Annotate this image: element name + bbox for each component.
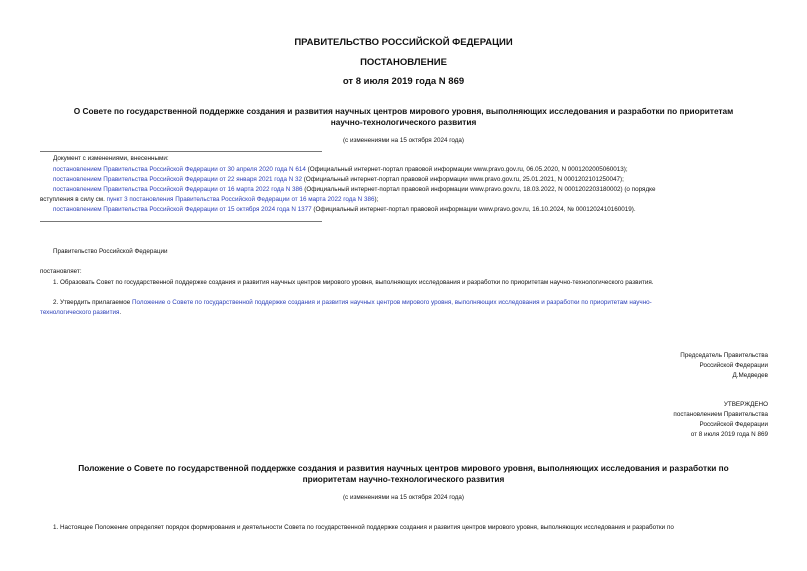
change-item-3-continued: вступления в силу см. пункт 3 постановления Правительства Российской Федерации от 16 марта 2022 года N 386);	[40, 196, 379, 203]
paragraph-2-continued: технологического развития.	[40, 309, 122, 316]
regulation-link-continued[interactable]: технологического развития	[40, 309, 120, 316]
regulation-title-line1: Положение о Совете по государственной поддержке создания и развития научных центров мирового уровня, выполняющих исследования и разработки по	[78, 463, 729, 473]
regulation-paragraph-1: 1. Настоящее Положение определяет порядок формирования и деятельности Совета по государственной поддержке создания и развития центров мирового уровня, выполняющих исследования и разработки по	[53, 524, 674, 531]
signature-name: Д.Медведев	[732, 372, 768, 379]
bottom-divider	[40, 221, 322, 222]
top-divider	[40, 151, 322, 152]
change-link-4[interactable]: постановлением Правительства Российской Федерации от 15 октября 2024 года N 1377	[53, 206, 312, 213]
regulation-link[interactable]: Положение о Совете по государственной поддержке создания и развития научных центров мирового уровня, выполняющих исследования и разработки по приоритетам научно-	[131, 299, 652, 306]
signature-position: Председатель Правительства	[680, 352, 768, 359]
paragraph-1: 1. Образовать Совет по государственной поддержке создания и развития научных центров мирового уровня, выполняющих исследования и разработки по приоритетам научно-технологического развития.	[53, 279, 654, 286]
regulation-title-line2: приоритетам научно-технологического развития	[302, 474, 505, 484]
change-item-1: постановлением Правительства Российской Федерации от 30 апреля 2020 года N 614 (Официальный интернет-портал правовой информации www.pravo.gov.ru, 06.05.2020, N 0001202005060013);	[53, 166, 628, 173]
change-item-3: постановлением Правительства Российской Федерации от 16 марта 2022 года N 386 (Официальный интернет-портал правовой информации www.pravo.gov.ru, 18.03.2022, N 0001202203180002) (о порядке	[53, 186, 656, 193]
decrees-label: постановляет:	[40, 268, 82, 275]
document-type: ПОСТАНОВЛЕНИЕ	[360, 57, 447, 68]
approved-by: постановлением Правительства	[673, 411, 768, 418]
change-item-2: постановлением Правительства Российской Федерации от 22 января 2021 года N 32 (Официальный интернет-портал правовой информации www.pravo.gov.ru, 25.01.2021, N 0001202101250047);	[53, 176, 624, 183]
changes-intro: Документ с изменениями, внесенными:	[53, 155, 169, 162]
change-link-1[interactable]: постановлением Правительства Российской Федерации от 30 апреля 2020 года N 614	[53, 166, 306, 173]
document-date-number: от 8 июля 2019 года N 869	[342, 76, 465, 87]
revision-note: (с изменениями на 15 октября 2024 года)	[342, 137, 465, 144]
paragraph-2: 2. Утвердить прилагаемое Положение о Совете по государственной поддержке создания и развития научных центров мирового уровня, выполняющих исследования и разработки по приоритетам научно-	[53, 299, 652, 306]
change-item-4: постановлением Правительства Российской Федерации от 15 октября 2024 года N 1377 (Официальный интернет-портал правовой информации www.pravo.gov.ru, 16.10.2024, № 0001202410160019).	[53, 206, 636, 213]
government-name: ПРАВИТЕЛЬСТВО РОССИЙСКОЙ ФЕДЕРАЦИИ	[294, 37, 513, 48]
regulation-revision-note: (с изменениями на 15 октября 2024 года)	[342, 494, 465, 501]
document-title-line2: научно-технологического развития	[330, 117, 477, 127]
approved-label: УТВЕРЖДЕНО	[723, 401, 768, 408]
approved-date: от 8 июля 2019 года N 869	[690, 431, 768, 438]
government-rf: Правительство Российской Федерации	[53, 248, 168, 255]
approved-country: Российской Федерации	[699, 421, 768, 428]
signature-country: Российской Федерации	[699, 362, 768, 369]
document-title-line1: О Совете по государственной поддержке создания и развития научных центров мирового уровня, выполняющих исследования и разработки по приоритетам	[73, 106, 734, 116]
change-link-2[interactable]: постановлением Правительства Российской Федерации от 22 января 2021 года N 32	[53, 176, 303, 183]
change-link-3-point[interactable]: пункт 3 постановления Правительства Российской Федерации от 16 марта 2022 года N 386	[106, 196, 375, 203]
change-link-3[interactable]: постановлением Правительства Российской Федерации от 16 марта 2022 года N 386	[53, 186, 303, 193]
